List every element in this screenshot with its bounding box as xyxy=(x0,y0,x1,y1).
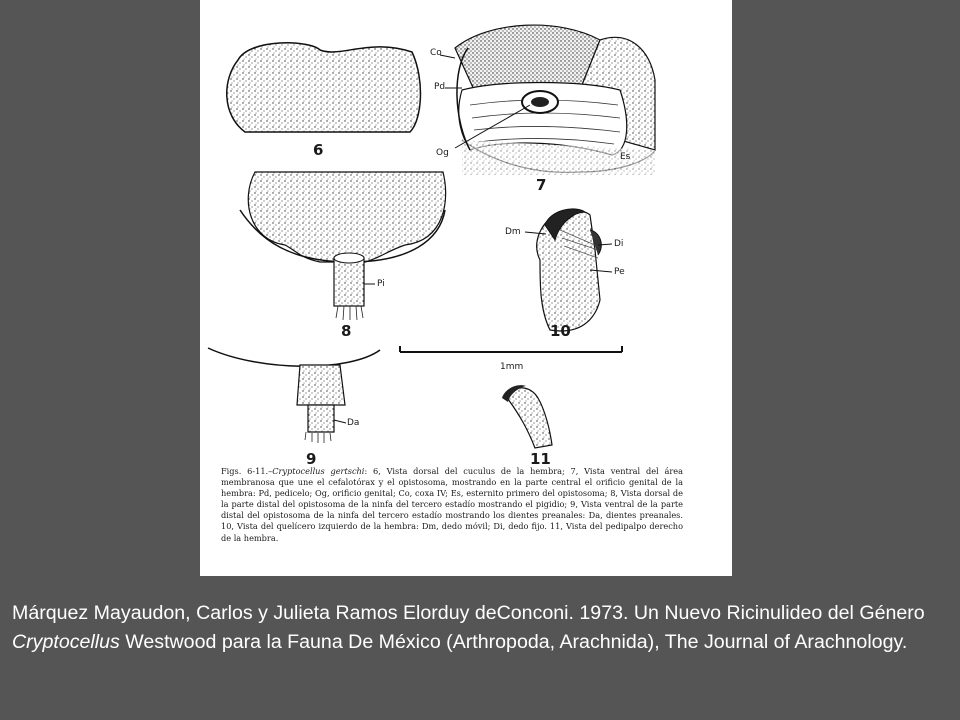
scale-label: 1mm xyxy=(500,362,524,372)
citation-genus: Cryptocellus xyxy=(12,631,120,653)
part-label-og: Og xyxy=(436,148,449,158)
part-label-pe: Pe xyxy=(614,267,625,277)
caption-genus: Cryptocellus gertschi xyxy=(272,466,365,476)
part-label-pi: Pi xyxy=(377,279,385,289)
figure-label-9: 9 xyxy=(306,450,317,468)
citation-authors: Márquez Mayaudon, Carlos y Julieta Ramos Elorduy deConconi. 1973. Un Nuevo Ricinulideo del Género xyxy=(12,602,925,624)
part-label-dm: Dm xyxy=(505,227,521,237)
part-label-pd: Pd xyxy=(434,82,446,92)
figure-label-11: 11 xyxy=(530,450,551,468)
figure-label-7: 7 xyxy=(536,176,547,194)
figure-caption xyxy=(221,466,683,544)
scale-bar xyxy=(400,346,622,352)
part-label-da: Da xyxy=(347,418,360,428)
figure-label-10: 10 xyxy=(550,322,571,340)
figure-plate xyxy=(200,0,732,576)
part-label-co: Co xyxy=(430,48,442,58)
part-label-di: Di xyxy=(614,239,624,249)
caption-text: : 6, Vista dorsal del cuculus de la hembra; 7, Vista ventral del área membranosa que une el cefalotórax y el opistosoma, mostrando en la parte central el orificio genital de la hembra: Pd, pedicelo; Og, orificio genital; Co, coxa IV; Es, esternito primero del opistosoma; 8, Vista dorsal de la parte distal del opistosoma de la ninfa del tercero estadío mostrando el pigidio; 9, Vista ventral de la parte distal del opistosoma de la ninfa del tercero estadío mostrando los dientes preanales: Da, dientes preanales. 10, Vista del quelícero izquierdo de la hembra: Dm, dedo móvil; Di, dedo fijo. 11, Vista del pedipalpo derecho de la hembra. xyxy=(221,466,683,543)
part-label-es: Es xyxy=(620,152,631,162)
caption-lead: Figs. 6-11.– xyxy=(221,466,273,476)
figure-10-drawing xyxy=(525,209,612,331)
citation xyxy=(12,599,952,657)
figure-label-8: 8 xyxy=(341,322,352,340)
figure-6-drawing xyxy=(227,43,421,132)
figure-label-6: 6 xyxy=(313,141,324,159)
figure-11-drawing xyxy=(502,385,552,448)
citation-rest: Westwood para la Fauna De México (Arthropoda, Arachnida), The Journal of Arachnology. xyxy=(119,631,908,653)
figure-8-drawing xyxy=(240,172,446,320)
figure-9-drawing xyxy=(208,348,380,443)
